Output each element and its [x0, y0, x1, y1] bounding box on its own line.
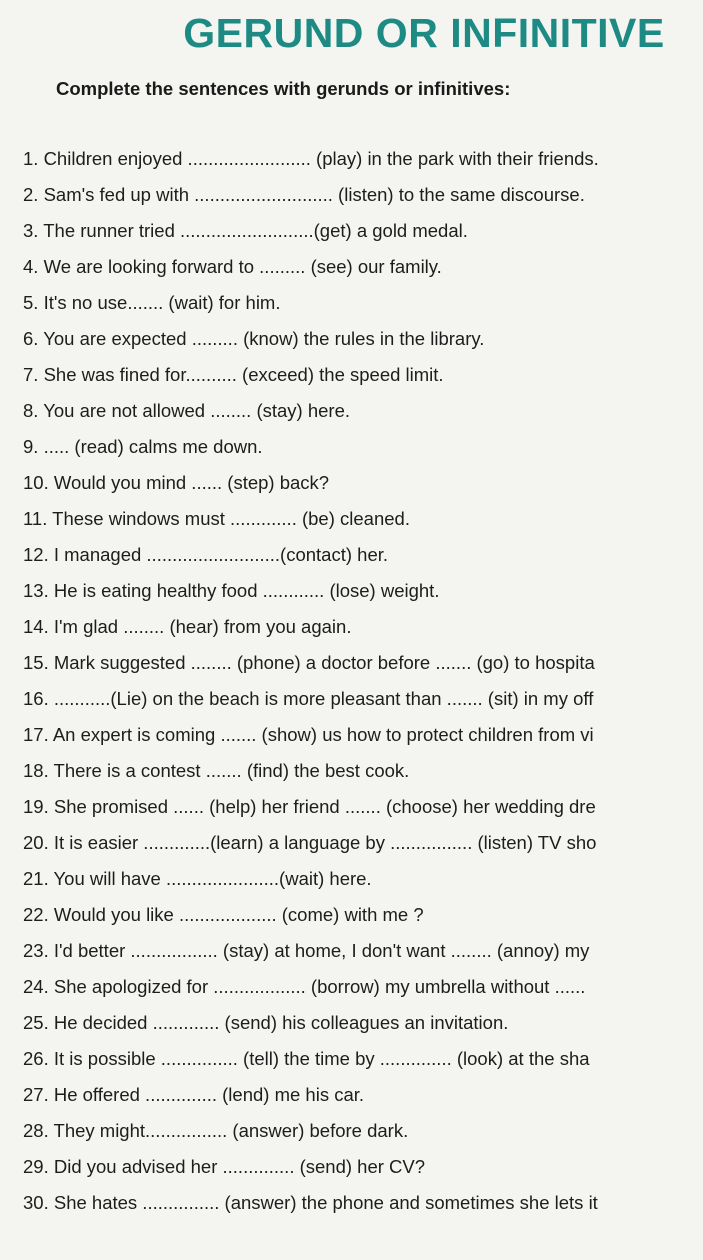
exercise-item-7: 7. She was fined for.......... (exceed) the speed limit. [23, 364, 444, 385]
exercise-item-1: 1. Children enjoyed ........................ (play) in the park with their friends. [23, 148, 599, 169]
exercise-item-5: 5. It's no use....... (wait) for him. [23, 292, 281, 313]
exercise-item-26: 26. It is possible ............... (tell) the time by .............. (look) at the sha [23, 1048, 590, 1069]
exercise-item-2: 2. Sam's fed up with ........................... (listen) to the same discourse. [23, 184, 585, 205]
exercise-item-10: 10. Would you mind ...... (step) back? [23, 472, 330, 493]
exercise-item-3: 3. The runner tried ..........................(get) a gold medal. [23, 220, 468, 241]
exercise-item-8: 8. You are not allowed ........ (stay) here. [23, 400, 351, 421]
exercise-item-25: 25. He decided ............. (send) his colleagues an invitation. [23, 1012, 509, 1033]
exercise-list [23, 146, 703, 1226]
exercise-item-30: 30. She hates ............... (answer) the phone and sometimes she lets it [23, 1192, 598, 1213]
exercise-item-23: 23. I'd better ................. (stay) at home, I don't want ........ (annoy) my [23, 940, 590, 961]
exercise-item-28: 28. They might................ (answer) before dark. [23, 1120, 409, 1141]
exercise-item-13: 13. He is eating healthy food ............ (lose) weight. [23, 580, 440, 601]
exercise-item-9: 9. ..... (read) calms me down. [23, 436, 263, 457]
exercise-item-27: 27. He offered .............. (lend) me his car. [23, 1084, 365, 1105]
exercise-item-15: 15. Mark suggested ........ (phone) a doctor before ....... (go) to hospita [23, 652, 595, 673]
exercise-item-29: 29. Did you advised her .............. (send) her CV? [23, 1156, 426, 1177]
exercise-item-12: 12. I managed ..........................(contact) her. [23, 544, 389, 565]
exercise-item-14: 14. I'm glad ........ (hear) from you again. [23, 616, 352, 637]
worksheet-instruction: Complete the sentences with gerunds or infinitives: [56, 78, 511, 99]
exercise-item-18: 18. There is a contest ....... (find) the best cook. [23, 760, 410, 781]
exercise-item-19: 19. She promised ...... (help) her friend ....... (choose) her wedding dre [23, 796, 596, 817]
worksheet-title: GERUND OR INFINITIVE [183, 10, 665, 56]
exercise-item-4: 4. We are looking forward to ......... (see) our family. [23, 256, 442, 277]
exercise-item-22: 22. Would you like ................... (come) with me ? [23, 904, 424, 925]
exercise-item-21: 21. You will have ......................(wait) here. [23, 868, 372, 889]
exercise-item-11: 11. These windows must ............. (be) cleaned. [23, 508, 410, 529]
exercise-item-17: 17. An expert is coming ....... (show) us how to protect children from vi [23, 724, 594, 745]
exercise-item-24: 24. She apologized for .................. (borrow) my umbrella without ...... [23, 976, 586, 997]
exercise-item-16: 16. ...........(Lie) on the beach is more pleasant than ....... (sit) in my off [23, 688, 594, 709]
exercise-item-20: 20. It is easier .............(learn) a language by ................ (listen) TV sho [23, 832, 597, 853]
exercise-item-6: 6. You are expected ......... (know) the rules in the library. [23, 328, 485, 349]
